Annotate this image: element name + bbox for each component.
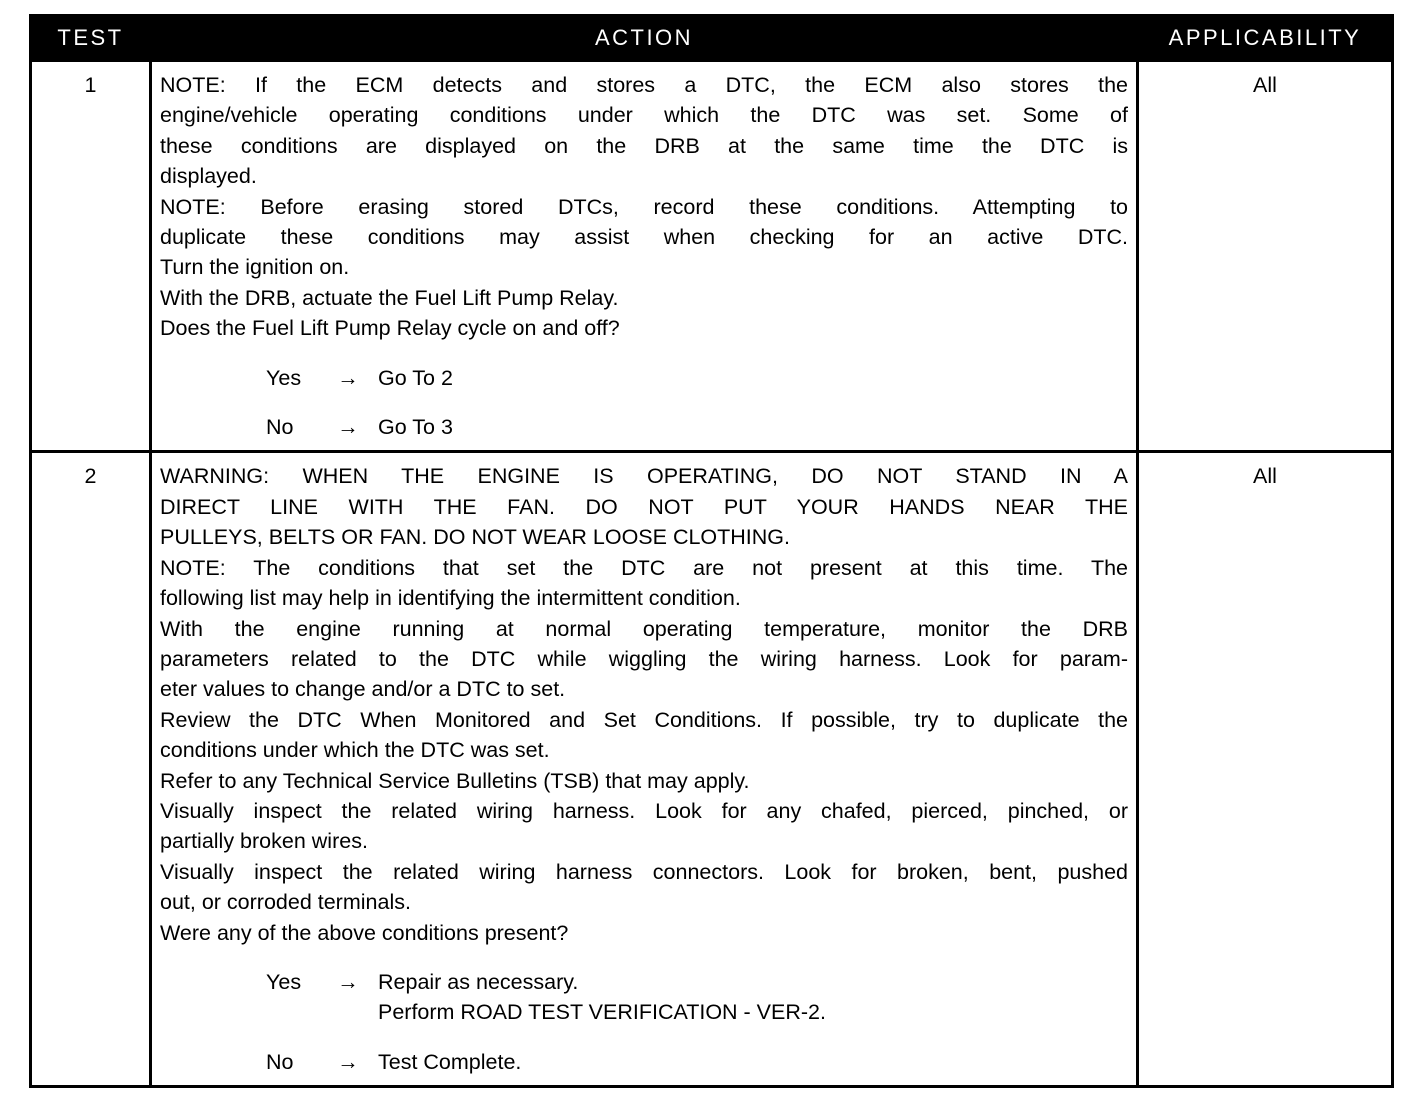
answer-yes xyxy=(160,967,1128,1028)
test-number: 1 xyxy=(31,61,151,452)
action-line: WARNING: WHEN THE ENGINE IS OPERATING, DO NOT STAND IN A xyxy=(160,464,1128,489)
action-line: NOTE: The conditions that set the DTC are not present at this time. The xyxy=(160,555,1128,580)
action-text xyxy=(160,70,1128,344)
arrow-right-icon: → xyxy=(337,1049,359,1074)
action-line: Visually inspect the related wiring harness connectors. Look for broken, bent, pushed xyxy=(160,859,1128,884)
action-cell xyxy=(151,61,1138,452)
action-line: With the DRB, actuate the Fuel Lift Pump Relay. xyxy=(160,285,619,310)
action-line: parameters related to the DTC while wiggling the wiring harness. Look for param- xyxy=(160,646,1128,671)
answer-result xyxy=(378,967,826,1028)
action-line: out, or corroded terminals. xyxy=(160,890,411,915)
action-line: With the engine running at normal operating temperature, monitor the DRB xyxy=(160,616,1128,641)
action-line: NOTE: If the ECM detects and stores a DTC, the ECM also stores the xyxy=(160,73,1128,97)
answer-result xyxy=(378,412,453,442)
action-line: engine/vehicle operating conditions under which the DTC was set. Some of xyxy=(160,103,1128,128)
answer-result xyxy=(378,363,453,393)
action-text xyxy=(160,461,1128,948)
table-row xyxy=(31,452,1393,1087)
answer-yes xyxy=(160,363,1128,393)
arrow-right-icon: → xyxy=(337,365,359,390)
action-line: partially broken wires. xyxy=(160,829,368,854)
action-line: DIRECT LINE WITH THE FAN. DO NOT PUT YOUR HANDS NEAR THE xyxy=(160,494,1128,519)
header-test: TEST xyxy=(31,16,151,61)
arrow-right-icon: → xyxy=(337,969,359,994)
action-line: PULLEYS, BELTS OR FAN. DO NOT WEAR LOOSE CLOTHING. xyxy=(160,525,791,550)
answer-result-line: Go To 2 xyxy=(378,365,453,390)
answer-result-line: Perform ROAD TEST VERIFICATION - VER-2. xyxy=(378,1000,826,1025)
answer-no xyxy=(160,412,1128,442)
header-row xyxy=(31,16,1393,61)
answers xyxy=(160,967,1128,1077)
action-line: Visually inspect the related wiring harness. Look for any chafed, pierced, pinched, or xyxy=(160,798,1128,823)
header-action: ACTION xyxy=(151,16,1138,61)
answer-no xyxy=(160,1047,1128,1077)
answer-label: No xyxy=(266,415,294,440)
answer-result-line: Go To 3 xyxy=(378,415,453,440)
answer-label: Yes xyxy=(266,969,302,994)
action-line: following list may help in identifying the intermittent condition. xyxy=(160,586,741,611)
applicability-cell: All xyxy=(1138,452,1393,1087)
action-line: these conditions are displayed on the DRB at the same time the DTC is xyxy=(160,133,1128,158)
action-line: eter values to change and/or a DTC to set. xyxy=(160,677,566,702)
action-line: conditions under which the DTC was set. xyxy=(160,738,550,763)
action-line: NOTE: Before erasing stored DTCs, record these conditions. Attempting to xyxy=(160,194,1128,219)
action-line: Refer to any Technical Service Bulletins (TSB) that may apply. xyxy=(160,768,750,793)
action-line: Turn the ignition on. xyxy=(160,255,350,280)
action-line: Review the DTC When Monitored and Set Conditions. If possible, try to duplicate the xyxy=(160,707,1128,732)
answer-label: No xyxy=(266,1049,294,1074)
answer-result-line: Repair as necessary. xyxy=(378,969,579,994)
action-line: Does the Fuel Lift Pump Relay cycle on and off? xyxy=(160,316,620,341)
action-line: displayed. xyxy=(160,164,257,189)
answers xyxy=(160,363,1128,443)
action-cell xyxy=(151,452,1138,1087)
table-row xyxy=(31,61,1393,452)
applicability-cell: All xyxy=(1138,61,1393,452)
arrow-right-icon: → xyxy=(337,415,359,440)
answer-result xyxy=(378,1047,521,1077)
header-applicability: APPLICABILITY xyxy=(1138,16,1393,61)
answer-result-line: Test Complete. xyxy=(378,1049,522,1074)
action-line: Were any of the above conditions present? xyxy=(160,920,569,945)
action-line: duplicate these conditions may assist when checking for an active DTC. xyxy=(160,225,1128,250)
answer-label: Yes xyxy=(266,365,302,390)
test-number: 2 xyxy=(31,452,151,1087)
procedure-table xyxy=(29,14,1394,1088)
